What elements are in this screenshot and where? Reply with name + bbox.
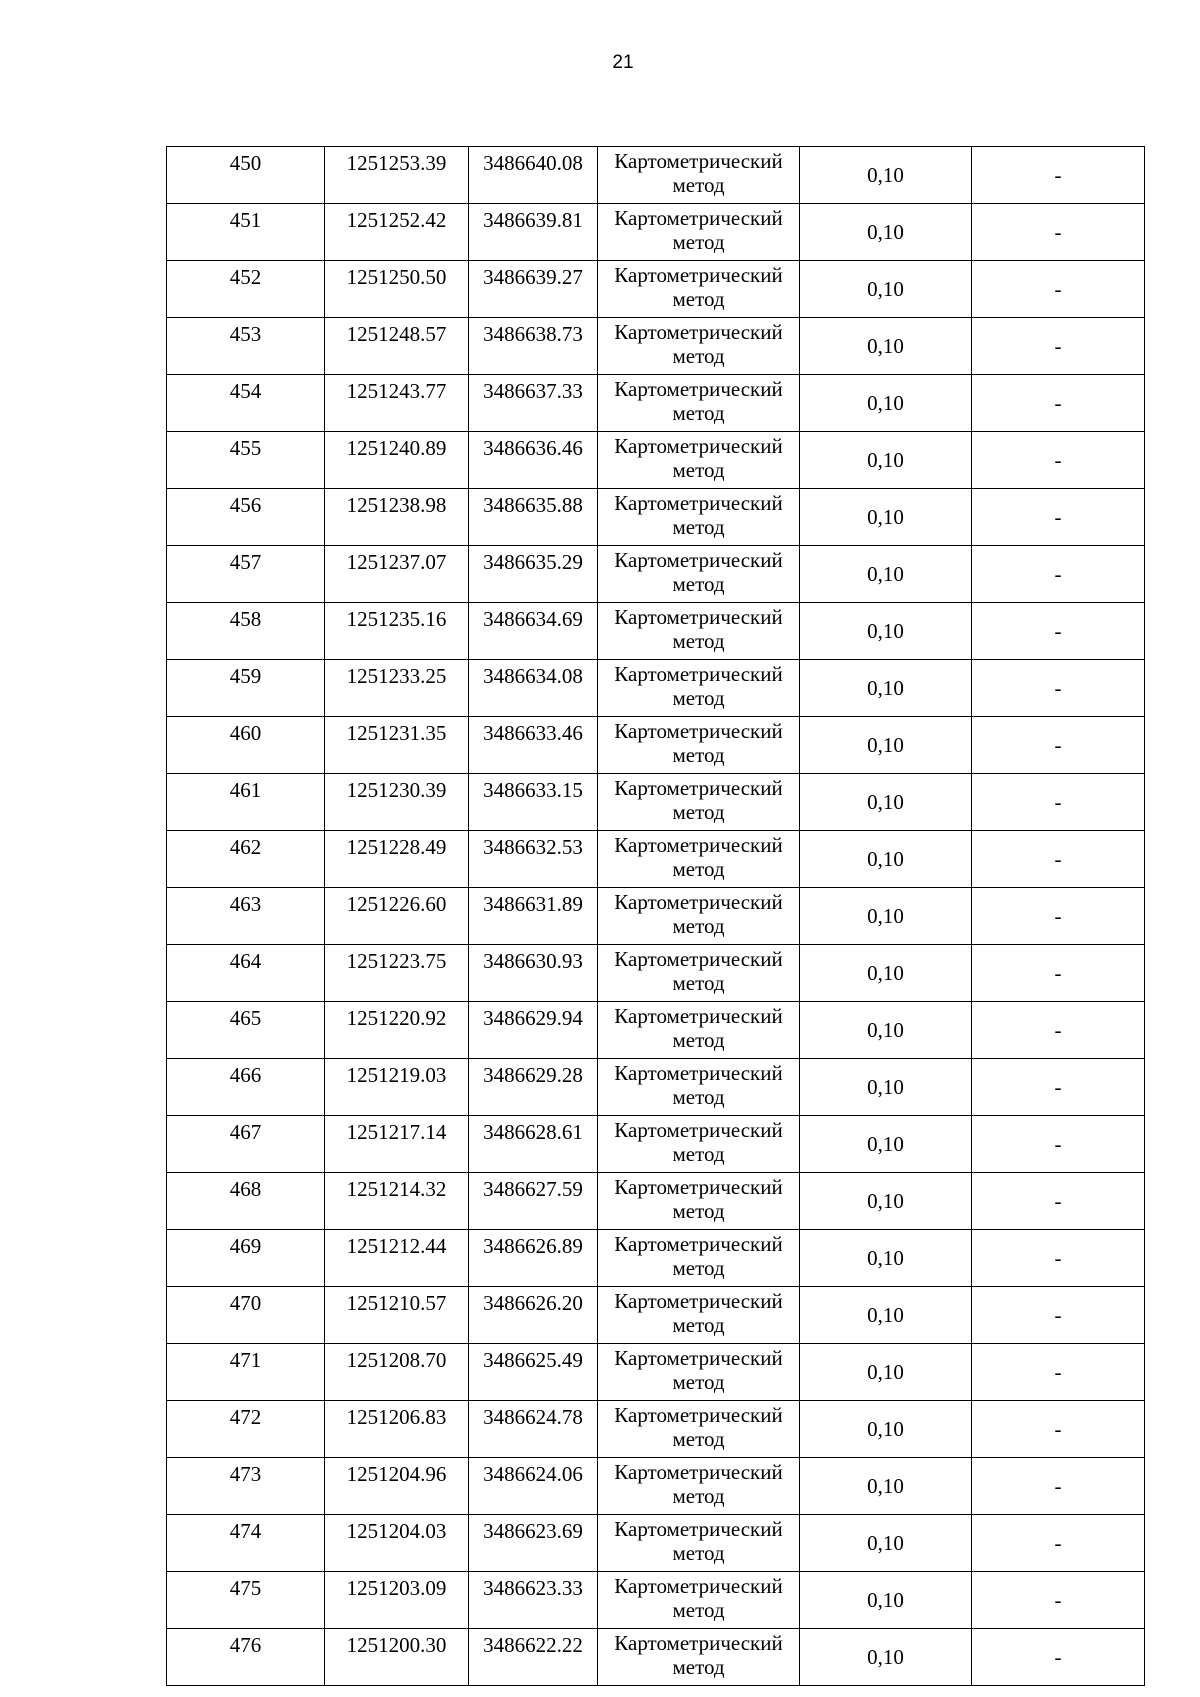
note-cell: - [972,204,1145,261]
method-label-line2: метод [672,515,725,539]
method-cell [598,489,800,546]
method-label-line1: Картометрический [614,1403,783,1427]
accuracy-cell: 0,10 [800,147,972,204]
method-label-line2: метод [672,1199,725,1223]
y-coordinate-cell: 3486630.93 [469,945,598,1002]
point-number-cell: 474 [167,1515,325,1572]
x-coordinate-cell: 1251217.14 [325,1116,469,1173]
point-number-cell: 462 [167,831,325,888]
method-label-line1: Картометрический [614,1061,783,1085]
y-coordinate-cell: 3486632.53 [469,831,598,888]
method-label-line2: метод [672,1142,725,1166]
method-label-line2: метод [672,1085,725,1109]
y-coordinate-cell: 3486625.49 [469,1344,598,1401]
y-coordinate-cell: 3486629.94 [469,1002,598,1059]
method-cell [598,1002,800,1059]
y-coordinate-cell: 3486627.59 [469,1173,598,1230]
method-cell [598,1230,800,1287]
y-coordinate-cell: 3486626.20 [469,1287,598,1344]
table-row [167,945,1145,1002]
table-row [167,1287,1145,1344]
accuracy-cell: 0,10 [800,888,972,945]
x-coordinate-cell: 1251238.98 [325,489,469,546]
point-number-cell: 470 [167,1287,325,1344]
method-label-line1: Картометрический [614,377,783,401]
method-label-line1: Картометрический [614,776,783,800]
note-cell: - [972,603,1145,660]
method-label-line2: метод [672,914,725,938]
y-coordinate-cell: 3486639.81 [469,204,598,261]
x-coordinate-cell: 1251233.25 [325,660,469,717]
table-row [167,1401,1145,1458]
note-cell: - [972,660,1145,717]
method-cell [598,318,800,375]
table-row [167,1458,1145,1515]
table-row [167,432,1145,489]
method-label-line1: Картометрический [614,833,783,857]
x-coordinate-cell: 1251203.09 [325,1572,469,1629]
method-label-line2: метод [672,173,725,197]
note-cell: - [972,147,1145,204]
x-coordinate-cell: 1251253.39 [325,147,469,204]
table-row [167,546,1145,603]
method-label-line2: метод [672,287,725,311]
note-cell: - [972,1515,1145,1572]
method-cell [598,261,800,318]
table-row [167,717,1145,774]
note-cell: - [972,888,1145,945]
x-coordinate-cell: 1251250.50 [325,261,469,318]
method-label-line2: метод [672,1313,725,1337]
x-coordinate-cell: 1251204.03 [325,1515,469,1572]
method-label-line2: метод [672,1541,725,1565]
note-cell: - [972,1629,1145,1686]
x-coordinate-cell: 1251200.30 [325,1629,469,1686]
method-label-line1: Картометрический [614,1232,783,1256]
x-coordinate-cell: 1251228.49 [325,831,469,888]
x-coordinate-cell: 1251204.96 [325,1458,469,1515]
table-row [167,204,1145,261]
note-cell: - [972,774,1145,831]
y-coordinate-cell: 3486628.61 [469,1116,598,1173]
table-row [167,1173,1145,1230]
method-cell [598,1572,800,1629]
x-coordinate-cell: 1251208.70 [325,1344,469,1401]
point-number-cell: 468 [167,1173,325,1230]
note-cell: - [972,717,1145,774]
page-number: 21 [612,52,634,73]
x-coordinate-cell: 1251248.57 [325,318,469,375]
method-label-line1: Картометрический [614,1175,783,1199]
method-label-line1: Картометрический [614,434,783,458]
method-label-line1: Картометрический [614,1118,783,1142]
x-coordinate-cell: 1251206.83 [325,1401,469,1458]
point-number-cell: 460 [167,717,325,774]
point-number-cell: 453 [167,318,325,375]
method-cell [598,375,800,432]
method-cell [598,660,800,717]
method-label-line1: Картометрический [614,947,783,971]
table-row [167,774,1145,831]
note-cell: - [972,1458,1145,1515]
method-cell [598,546,800,603]
accuracy-cell: 0,10 [800,603,972,660]
x-coordinate-cell: 1251210.57 [325,1287,469,1344]
method-cell [598,1458,800,1515]
point-number-cell: 457 [167,546,325,603]
coordinates-table [166,146,1145,1686]
x-coordinate-cell: 1251252.42 [325,204,469,261]
y-coordinate-cell: 3486635.29 [469,546,598,603]
x-coordinate-cell: 1251214.32 [325,1173,469,1230]
method-cell [598,1344,800,1401]
accuracy-cell: 0,10 [800,945,972,1002]
accuracy-cell: 0,10 [800,1344,972,1401]
table-row [167,489,1145,546]
point-number-cell: 455 [167,432,325,489]
method-label-line1: Картометрический [614,206,783,230]
method-label-line2: метод [672,800,725,824]
point-number-cell: 471 [167,1344,325,1401]
method-label-line2: метод [672,1028,725,1052]
method-cell [598,1629,800,1686]
table-row [167,1629,1145,1686]
method-label-line1: Картометрический [614,719,783,743]
point-number-cell: 466 [167,1059,325,1116]
method-label-line2: метод [672,1655,725,1679]
point-number-cell: 450 [167,147,325,204]
table-row [167,831,1145,888]
note-cell: - [972,1572,1145,1629]
method-label-line1: Картометрический [614,1631,783,1655]
accuracy-cell: 0,10 [800,1401,972,1458]
method-label-line2: метод [672,1427,725,1451]
method-label-line1: Картометрический [614,320,783,344]
point-number-cell: 451 [167,204,325,261]
accuracy-cell: 0,10 [800,1002,972,1059]
note-cell: - [972,432,1145,489]
y-coordinate-cell: 3486633.46 [469,717,598,774]
method-label-line2: метод [672,344,725,368]
accuracy-cell: 0,10 [800,489,972,546]
point-number-cell: 456 [167,489,325,546]
y-coordinate-cell: 3486633.15 [469,774,598,831]
method-label-line2: метод [672,230,725,254]
method-cell [598,1401,800,1458]
method-label-line1: Картометрический [614,491,783,515]
method-cell [598,432,800,489]
table-row [167,1230,1145,1287]
note-cell: - [972,546,1145,603]
y-coordinate-cell: 3486629.28 [469,1059,598,1116]
method-cell [598,888,800,945]
method-label-line1: Картометрический [614,1004,783,1028]
method-label-line2: метод [672,1256,725,1280]
note-cell: - [972,261,1145,318]
y-coordinate-cell: 3486636.46 [469,432,598,489]
method-label-line2: метод [672,629,725,653]
method-label-line2: метод [672,401,725,425]
point-number-cell: 463 [167,888,325,945]
accuracy-cell: 0,10 [800,831,972,888]
method-label-line1: Картометрический [614,149,783,173]
y-coordinate-cell: 3486622.22 [469,1629,598,1686]
table-row [167,1116,1145,1173]
note-cell: - [972,1173,1145,1230]
x-coordinate-cell: 1251223.75 [325,945,469,1002]
method-cell [598,1059,800,1116]
x-coordinate-cell: 1251231.35 [325,717,469,774]
point-number-cell: 472 [167,1401,325,1458]
note-cell: - [972,318,1145,375]
point-number-cell: 476 [167,1629,325,1686]
method-label-line2: метод [672,572,725,596]
y-coordinate-cell: 3486626.89 [469,1230,598,1287]
table-row [167,261,1145,318]
accuracy-cell: 0,10 [800,204,972,261]
method-cell [598,1173,800,1230]
y-coordinate-cell: 3486624.06 [469,1458,598,1515]
point-number-cell: 452 [167,261,325,318]
accuracy-cell: 0,10 [800,1572,972,1629]
x-coordinate-cell: 1251219.03 [325,1059,469,1116]
table-row [167,147,1145,204]
note-cell: - [972,1002,1145,1059]
point-number-cell: 464 [167,945,325,1002]
method-cell [598,1515,800,1572]
accuracy-cell: 0,10 [800,1458,972,1515]
point-number-cell: 458 [167,603,325,660]
table-row [167,1002,1145,1059]
point-number-cell: 465 [167,1002,325,1059]
method-cell [598,717,800,774]
accuracy-cell: 0,10 [800,375,972,432]
note-cell: - [972,1401,1145,1458]
note-cell: - [972,1059,1145,1116]
note-cell: - [972,945,1145,1002]
x-coordinate-cell: 1251212.44 [325,1230,469,1287]
accuracy-cell: 0,10 [800,1116,972,1173]
method-label-line1: Картометрический [614,263,783,287]
accuracy-cell: 0,10 [800,660,972,717]
method-label-line2: метод [672,1598,725,1622]
method-label-line2: метод [672,1370,725,1394]
y-coordinate-cell: 3486623.69 [469,1515,598,1572]
method-cell [598,945,800,1002]
accuracy-cell: 0,10 [800,1287,972,1344]
y-coordinate-cell: 3486623.33 [469,1572,598,1629]
table-row [167,375,1145,432]
table-row [167,318,1145,375]
accuracy-cell: 0,10 [800,546,972,603]
method-label-line1: Картометрический [614,1574,783,1598]
method-label-line2: метод [672,1484,725,1508]
point-number-cell: 469 [167,1230,325,1287]
method-cell [598,774,800,831]
method-label-line1: Картометрический [614,605,783,629]
note-cell: - [972,1287,1145,1344]
point-number-cell: 461 [167,774,325,831]
method-label-line2: метод [672,458,725,482]
point-number-cell: 459 [167,660,325,717]
x-coordinate-cell: 1251220.92 [325,1002,469,1059]
accuracy-cell: 0,10 [800,318,972,375]
method-label-line2: метод [672,686,725,710]
table-row [167,1515,1145,1572]
y-coordinate-cell: 3486640.08 [469,147,598,204]
accuracy-cell: 0,10 [800,1173,972,1230]
table-row [167,1059,1145,1116]
y-coordinate-cell: 3486631.89 [469,888,598,945]
accuracy-cell: 0,10 [800,717,972,774]
table-row [167,660,1145,717]
method-cell [598,831,800,888]
note-cell: - [972,375,1145,432]
note-cell: - [972,489,1145,546]
x-coordinate-cell: 1251235.16 [325,603,469,660]
y-coordinate-cell: 3486637.33 [469,375,598,432]
method-cell [598,204,800,261]
note-cell: - [972,1116,1145,1173]
x-coordinate-cell: 1251230.39 [325,774,469,831]
y-coordinate-cell: 3486634.69 [469,603,598,660]
note-cell: - [972,1344,1145,1401]
table-row [167,603,1145,660]
y-coordinate-cell: 3486639.27 [469,261,598,318]
table-row [167,1572,1145,1629]
accuracy-cell: 0,10 [800,261,972,318]
accuracy-cell: 0,10 [800,1059,972,1116]
method-cell [598,1287,800,1344]
note-cell: - [972,831,1145,888]
x-coordinate-cell: 1251237.07 [325,546,469,603]
accuracy-cell: 0,10 [800,774,972,831]
y-coordinate-cell: 3486624.78 [469,1401,598,1458]
point-number-cell: 467 [167,1116,325,1173]
method-cell [598,1116,800,1173]
table-row [167,888,1145,945]
method-cell [598,147,800,204]
accuracy-cell: 0,10 [800,1230,972,1287]
method-label-line2: метод [672,743,725,767]
method-label-line1: Картометрический [614,890,783,914]
point-number-cell: 473 [167,1458,325,1515]
method-label-line1: Картометрический [614,1517,783,1541]
method-cell [598,603,800,660]
method-label-line1: Картометрический [614,1460,783,1484]
method-label-line2: метод [672,857,725,881]
method-label-line1: Картометрический [614,1346,783,1370]
table-row [167,1344,1145,1401]
x-coordinate-cell: 1251240.89 [325,432,469,489]
method-label-line2: метод [672,971,725,995]
method-label-line1: Картометрический [614,548,783,572]
method-label-line1: Картометрический [614,1289,783,1313]
method-label-line1: Картометрический [614,662,783,686]
accuracy-cell: 0,10 [800,1629,972,1686]
y-coordinate-cell: 3486638.73 [469,318,598,375]
x-coordinate-cell: 1251226.60 [325,888,469,945]
note-cell: - [972,1230,1145,1287]
accuracy-cell: 0,10 [800,432,972,489]
accuracy-cell: 0,10 [800,1515,972,1572]
x-coordinate-cell: 1251243.77 [325,375,469,432]
y-coordinate-cell: 3486635.88 [469,489,598,546]
table-body [167,147,1145,1686]
point-number-cell: 475 [167,1572,325,1629]
point-number-cell: 454 [167,375,325,432]
y-coordinate-cell: 3486634.08 [469,660,598,717]
